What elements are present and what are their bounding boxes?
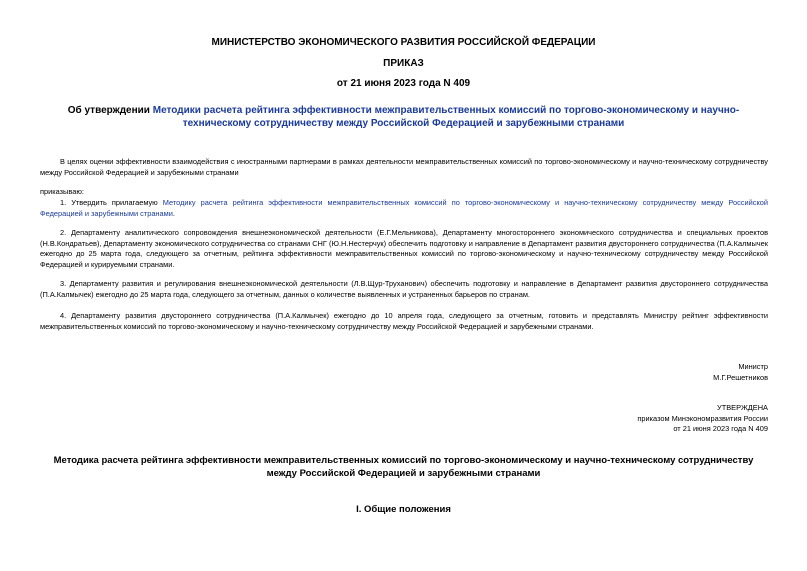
signature-name: М.Г.Решетников	[713, 372, 768, 382]
signature-block	[713, 362, 768, 383]
approval-line-2: приказом Минэкономразвития России	[637, 413, 768, 423]
order-item-1	[40, 198, 768, 219]
order-item-4: 4. Департаменту развития двустороннего сотрудничества (П.А.Калмычек) ежегодно до 10 апреля года, следующего за отчетным, готовить и представлять Министру рейтинг эффективности межправительственных комиссий по торгово-экономическому и научно-техническому сотрудничеству между Российской Федерацией и зарубежными странами.	[40, 311, 768, 331]
approval-stamp	[637, 403, 768, 435]
order-date-number: от 21 июня 2023 года N 409	[336, 78, 471, 89]
signature-position: Министр	[738, 362, 768, 371]
approval-line-3: от 21 июня 2023 года N 409	[673, 424, 768, 433]
methodology-link-item-1[interactable]: Методику расчета рейтинга эффективности межправительственных комиссий по торгово-экономическому и научно-техническому сотрудничеству между Российской Федерацией и зарубежными странами	[40, 198, 769, 218]
order-word: приказываю:	[40, 187, 84, 196]
ministry-heading: МИНИСТЕРСТВО ЭКОНОМИЧЕСКОГО РАЗВИТИЯ РОССИЙСКОЙ ФЕДЕРАЦИИ	[211, 37, 596, 48]
item-1-suffix: .	[172, 208, 175, 218]
order-title-prefix: Об утверждении	[67, 105, 153, 116]
item-1-prefix: 1. Утвердить прилагаемую	[60, 198, 163, 207]
order-title	[60, 104, 747, 130]
methodology-link-title[interactable]: Методики расчета рейтинга эффективности межправительственных комиссий по торгово-экономическому и научно-техническому сотрудничеству между Российской Федерацией и зарубежными странами	[152, 105, 740, 129]
order-item-2: 2. Департаменту аналитического сопровождения внешнеэкономической деятельности (Е.Г.Мельникова), Департаменту многостороннего экономического сотрудничества и специальных проектов (Н.В.Кондратьев), Департаменту экономического сотрудничества со странами СНГ (Ю.Н.Нестерчук) обеспечить подготовку и направление в Департамент развития двустороннего сотрудничества (П.А.Калмычек ежегодно до 25 марта года, следующего за отчетным, рейтинга эффективности межправительственных комиссий по торгово-экономическому и научно-техническому сотрудничеству между Российской Федерацией и курируемыми странами.	[40, 228, 768, 269]
approval-line-1: УТВЕРЖДЕНА	[717, 403, 768, 412]
document-type: ПРИКАЗ	[383, 58, 424, 69]
methodology-title: Методика расчета рейтинга эффективности межправительственных комиссий по торгово-экономическому и научно-техническому сотрудничеству между Российской Федерацией и зарубежными странами	[53, 455, 754, 479]
order-item-3: 3. Департаменту развития и регулирования внешнеэкономической деятельности (Л.В.Щур-Труханович) обеспечить подготовку и направление в Департамент развития двустороннего сотрудничества (П.А.Калмычек) ежегодно до 25 марта года, следующего за отчетным, данных о количестве выявленных и устраненных барьеров по странам.	[40, 279, 768, 299]
intro-paragraph: В целях оценки эффективности взаимодействия с иностранными партнерами в рамках деятельности межправительственных комиссий по торгово-экономическому и научно-техническому сотрудничеству между Российской Федерацией и зарубежными странами	[40, 157, 768, 177]
section-heading: I. Общие положения	[356, 504, 451, 515]
